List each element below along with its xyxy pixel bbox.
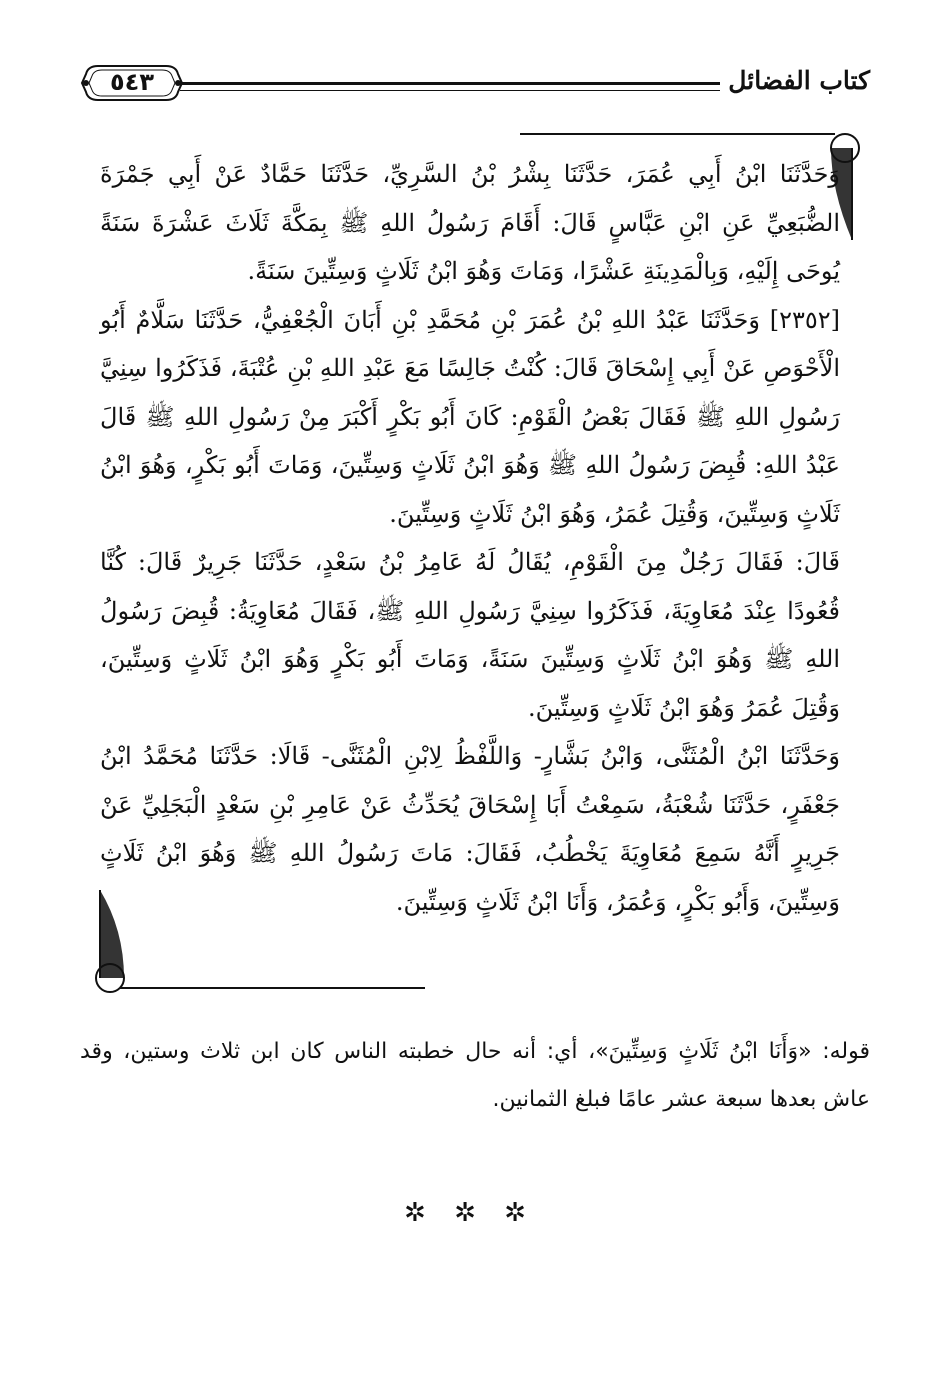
page-number: ٥٤٣	[110, 68, 154, 96]
hadith-text-block	[100, 150, 840, 970]
commentary-text: قوله: «وَأَنَا ابْنُ ثَلَاثٍ وَسِتِّينَ»، أي: أنه حال خطبته الناس كان ابن ثلاث وستين، وقد عاش بعدها سبعة عشر عامًا فبلغ الثمانين.	[80, 1039, 870, 1112]
commentary-footnote	[80, 1028, 870, 1124]
hadith-paragraph: قَالَ: فَقَالَ رَجُلٌ مِنَ الْقَوْمِ، يُقَالُ لَهُ عَامِرُ بْنُ سَعْدٍ، حَدَّثَنَا جَرِيرٌ قَالَ: كُنَّا قُعُودًا عِنْدَ مُعَاوِيَةَ، فَذَكَرُوا سِنِيَّ رَسُولِ اللهِ ﷺ، فَقَالَ مُعَاوِيَةُ: قُبِضَ رَسُولُ اللهِ ﷺ وَهُوَ ابْنُ ثَلَاثٍ وَسِتِّينَ سَنَةً، وَمَاتَ أَبُو بَكْرٍ وَهُوَ ابْنُ ثَلَاثٍ وَسِتِّينَ، وَقُتِلَ عُمَرُ وَهُوَ ابْنُ ثَلَاثٍ وَسِتِّينَ.	[100, 548, 840, 722]
hadith-paragraph: وَحَدَّثَنَا ابْنُ الْمُثَنَّى، وَابْنُ بَشَّارٍ- وَاللَّفْظُ لِابْنِ الْمُثَنَّى- قَالَا: حَدَّثَنَا مُحَمَّدُ ابْنُ جَعْفَرٍ، حَدَّثَنَا شُعْبَةُ، سَمِعْتُ أَبَا إِسْحَاقَ يُحَدِّثُ عَنْ عَامِرِ بْنِ سَعْدٍ الْبَجَلِيِّ عَنْ جَرِيرٍ أَنَّهُ سَمِعَ مُعَاوِيَةَ يَخْطُبُ، فَقَالَ: مَاتَ رَسُولُ اللهِ ﷺ وَهُوَ ابْنُ ثَلَاثٍ وَسِتِّينَ، وَأَبُو بَكْرٍ، وَعُمَرُ، وَأَنَا ابْنُ ثَلَاثٍ وَسِتِّينَ.	[100, 742, 840, 916]
hadith-paragraph: [٢٣٥٢] وَحَدَّثَنَا عَبْدُ اللهِ بْنُ عُمَرَ بْنِ مُحَمَّدِ بْنِ أَبَانَ الْجُعْفِيُّ، حَدَّثَنَا سَلَّامٌ أَبُو الْأَحْوَصِ عَنْ أَبِي إِسْحَاقَ قَالَ: كُنْتُ جَالِسًا مَعَ عَبْدِ اللهِ بْنِ عُتْبَةَ، فَذَكَرُوا سِنِيَّ رَسُولِ اللهِ ﷺ فَقَالَ بَعْضُ الْقَوْمِ: كَانَ أَبُو بَكْرٍ أَكْبَرَ مِنْ رَسُولِ اللهِ ﷺ قَالَ عَبْدُ اللهِ: قُبِضَ رَسُولُ اللهِ ﷺ وَهُوَ ابْنُ ثَلَاثٍ وَسِتِّينَ، وَمَاتَ أَبُو بَكْرٍ، وَهُوَ ابْنُ ثَلَاثٍ وَسِتِّينَ، وَقُتِلَ عُمَرُ، وَهُوَ ابْنُ ثَلَاثٍ وَسِتِّينَ.	[100, 305, 840, 528]
section-separator: ✲ ✲ ✲	[404, 1198, 536, 1228]
page-number-ornament	[80, 60, 184, 106]
header-rule-thin	[180, 90, 720, 91]
header-rule-thick	[180, 82, 720, 85]
page-header	[80, 58, 870, 112]
book-title: كتاب الفضائل	[728, 66, 870, 95]
hadith-paragraph: وَحَدَّثَنَا ابْنُ أَبِي عُمَرَ، حَدَّثَنَا بِشْرُ بْنُ السَّرِيِّ، حَدَّثَنَا حَمَّادٌ عَنْ أَبِي جَمْرَةَ الضُّبَعِيِّ عَنِ ابْنِ عَبَّاسٍ قَالَ: أَقَامَ رَسُولُ اللهِ ﷺ بِمَكَّةَ ثَلَاثَ عَشْرَةَ سَنَةً يُوحَى إِلَيْهِ، وَبِالْمَدِينَةِ عَشْرًا، وَمَاتَ وَهُوَ ابْنُ ثَلَاثٍ وَسِتِّينَ سَنَةً.	[100, 160, 840, 285]
